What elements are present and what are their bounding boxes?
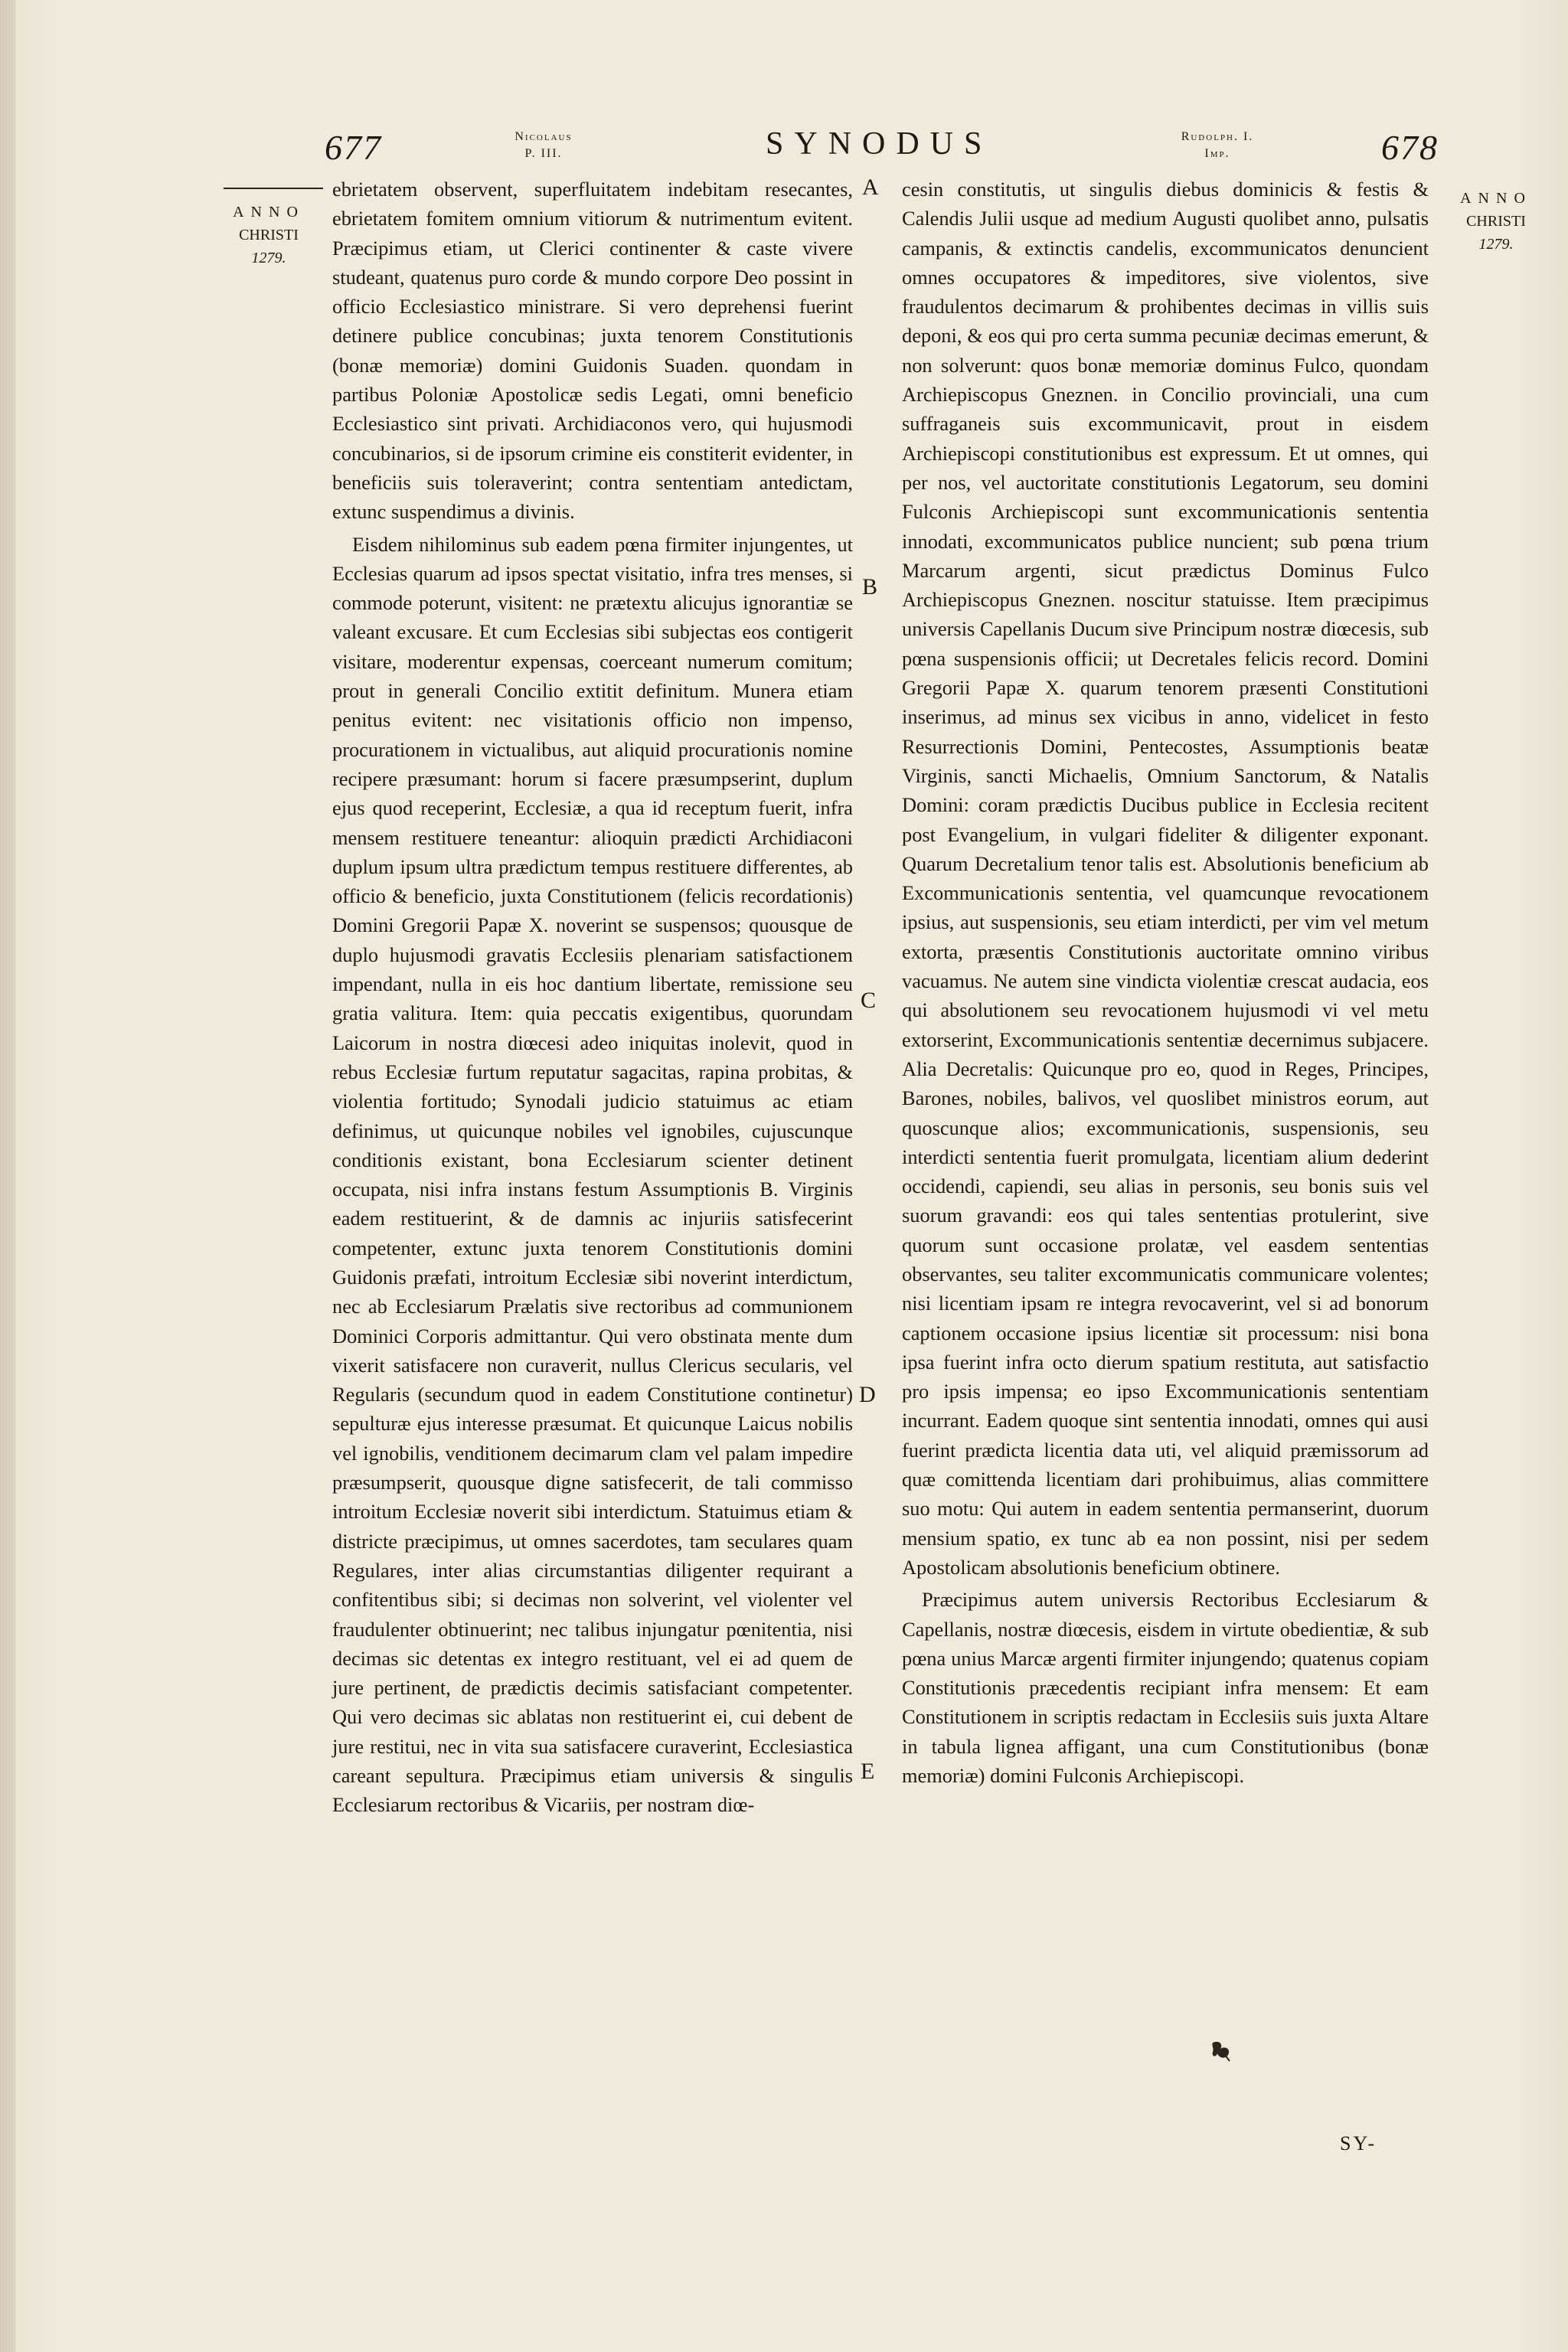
margin-letter-a: A: [862, 175, 879, 200]
margin-letter-d: D: [859, 1382, 876, 1407]
sidenote-left-word2: CHRISTI: [239, 227, 299, 243]
sidenote-left-year: 1279.: [251, 250, 286, 266]
paragraph: ebrietatem observent, superfluitatem indebitam resecantes, ebrietatem fomitem omnium vitiorum & nutrimentum evitent. Præcipimus etiam, ut Clerici continenter & caste vivere studeant, quatenus puro corde & mundo corpore Deo possint in officio Ecclesiastico ministrare. Si vero deprehensi fuerint detinere publice concubinas; juxta tenorem Constitutionis (bonæ memoriæ) domini Guidonis Suaden. quondam in partibus Poloniæ Apostolicæ sedis Legati, omni beneficio Ecclesiastico sint privati. Archidiaconos vero, qui hujusmodi concubinarios, si de ipsorum crimine eis constiterit evidenter, in beneficiis suis toleraverint; contra sententiam antedictam, extunc suspendimus a divinis.: [332, 178, 853, 524]
catchword: SY-: [1340, 2132, 1377, 2154]
paragraph: cesin constitutis, ut singulis diebus dominicis & festis & Calendis Julii usque ad medium Augusti quolibet anno, pulsatis campanis, & extinctis candelis, excommunicatos denuncient omnes occupatores & impeditores, sive violentos, sive fraudulentos decimarum & prohibentes decimas in villis suis deponi, & eos qui pro certa summa pecuniæ decimas emerunt, & non solverunt: quos bonæ memoriæ dominus Fulco, quondam Archiepiscopus Gneznen. in Concilio provinciali, una cum suffraganeis suis excommunicavit, prout in eisdem Archiepiscopi constitutionibus est expressum. Et ut omnes, qui per nos, vel auctoritate constitutionis Legatorum, seu domini Fulconis Archiepiscopi sunt excommunicationis sententia innodati, excommunicatos publice nuncient; sub pœna trium Marcarum argenti, sicut prædictus Dominus Fulco Archiepiscopus Gneznen. noscitur statuisse. Item præcipimus universis Capellanis Ducum sive Principum nostræ diœcesis, sub pœna suspensionis officii; ut Decretales felicis record. Domini Gregorii Papæ X. quarum tenorem præsenti Constitutioni inserimus, ad minus sex vicibus in anno, videlicet in festo Resurrectionis Domini, Pentecostes, Assumptionis beatæ Virginis, sancti Michaelis, Omnium Sanctorum, & Natalis Domini: coram prædictis Ducibus publice in Ecclesia recitent post Evangelium, in vulgari fideliter & diligenter exponant. Quarum Decretalium tenor talis est. Absolutionis beneficium ab Excommunicationis sententia, vel quamcunque revocationem ipsius, aut suspensionis, seu etiam interdicti, per vim vel metum extorta, præsentis Constitutionis auctoritate omnino viribus vacuamus. Ne autem sine vindicta violentiæ crescat audacia, eos qui absolutionem seu revocationem hujusmodi vi vel metu extorserint, Excommunicationis sententiæ decernimus subjacere. Alia Decretalis: Quicunque pro eo, quod in Reges, Principes, Barones, nobiles, balivos, vel quoslibet ministros eorum, aut quoscunque alios; excommunicationis, suspensionis, seu interdicti sententia fuerit promulgata, licentiam alium dederint occidendi, capiendi, seu alias in personis, seu bonis suis vel suorum gravandi: eos qui tales sententias protulerint, sive quorum sunt occasione prolatæ, vel easdem sententias observantes, seu taliter excommunicatis communicare volentes; nisi licentiam ipsam re integra revocaverint, vel si ad bonorum captionem occasione ipsius licentiæ sit processum: nisi bona ipsa fuerint infra octo dierum spatium restituta, aut satisfactio pro ipsis impensa; eo ipso Excommunicationis sententiam incurrant. Eadem quoque sint sententia innodati, omnes qui ausi fuerint prædicta licentia data uti, vel aliquid præmissorum ad quæ comittenda licentiam dari prohibuimus, alias committere suo motu: Qui autem in eadem sententia permanserint, duorum mensium spatio, ex tunc ab ea non possint, nisi per sedem Apostolicam absolutionis beneficium obtinere.: [902, 178, 1429, 1579]
running-head-right-line1: Rudolph. I.: [1181, 130, 1254, 143]
sidenote-year-left: [219, 201, 318, 270]
paragraph: Eisdem nihilominus sub eadem pœna firmiter injungentes, ut Ecclesias quarum ad ipsos spectat visitatio, infra tres menses, si commode poterunt, visitent: ne prætextu alicujus ignorantiæ se valeant excusare. Et cum Ecclesias sibi subjectas eos contigerit visitare, moderentur expensas, coerceant numerum comitum; prout in generali Concilio extitit definitum. Munera etiam penitus evitent: nec visitationis officio non impenso, procurationem in victualibus, aut aliquid procurationis nomine recipere præsumant: horum si facere præsumpserint, duplum ejus quod receperint, Ecclesiæ, a qua id receptum fuerit, infra mensem restituere teneantur: alioquin prædicti Archidiaconi duplum ipsum ultra prædictum tempus restituere differentes, ab officio & beneficio, juxta Constitutionem (felicis recordationis) Domini Gregorii Papæ X. noverint se suspensos; quousque de duplo hujusmodi gravatis Ecclesiis plenariam satisfactionem impendant, nulla in eis hoc dantium libertate, remissione seu gratia valitura. Item: quia peccatis exigentibus, quorundam Laicorum in nostra diœcesi adeo iniquitas inolevit, quod in rebus Ecclesiæ furtum reputatur sagacitas, rapina probitas, & violentia fortitudo; Synodali judicio statuimus ac etiam definimus, ut quicunque nobiles vel ignobiles, cujuscunque conditionis existant, bona Ecclesiarum scienter detinent occupata, nisi infra instans festum Assumptionis B. Virginis eadem restituerint, & de damnis ac injuriis satisfecerint competenter, extunc juxta tenorem Constitutionis domini Guidonis præfati, introitum Ecclesiæ sibi noverint interdictum, nec ab Ecclesiarum Prælatis sive rectoribus ad communionem Dominici Corporis admittantur. Qui vero obstinata mente dum vixerit satisfacere non curaverit, nullus Clericus secularis, vel Regularis (secundum quod in eadem Constitutione continetur) sepulturæ ejus interesse præsumat. Et quicunque Laicus nobilis vel ignobilis, venditionem decimarum clam vel palam impedire præsumpserit, quousque digne satisfecerit, de tali commisso introitum Ecclesiæ noverit sibi interdictum. Statuimus etiam & districte præcipimus, ut omnes sacerdotes, tam seculares quam Regulares, inter alias circumstantias diligenter requirant a confitentibus sibi; si decimas non solverint, vel violenter vel fraudulenter obtinuerint; nec talibus injungatur pœnitentia, nisi decimas sic detentas ex integro restituant, vel ei ad quem de jure pertinent, de prædictis decimis satisfaciant competenter. Qui vero decimas sic ablatas non restituerint ei, cui debent de jure restitui, nec in vita sua satisfacere curaverint, Ecclesiastica careant sepultura. Præcipimus etiam universis & singulis Ecclesiarum rectoribus & Vicariis, per nostram diœ-: [332, 532, 853, 1817]
margin-letter-e: E: [861, 1759, 875, 1784]
running-head-right: [1164, 129, 1271, 162]
running-title: SYNODUS: [766, 126, 993, 162]
margin-letter-c: C: [861, 988, 877, 1013]
paragraph: Præcipimus autem universis Rectoribus Ecclesiarum & Capellanis, nostræ diœcesis, eisdem in virtute obedientiæ, & sub pœna unius Marcæ argenti firmiter injungendo; quatenus copiam Constitutionis præcedentis recipiant infra mensem: Et eam Constitutionem in scriptis redactam in Ecclesiis suis juxta Altare in tabula lignea affigant, una cum Constitutionibus (bonæ memoriæ) domini Fulconis Archiepiscopi.: [902, 1588, 1429, 1788]
page-edge-stack: [0, 0, 15, 2352]
margin-letter-b: B: [862, 574, 878, 599]
sidenote-right-year: 1279.: [1478, 236, 1514, 253]
sidenote-right-word2: CHRISTI: [1466, 213, 1526, 230]
margin-rule: [224, 188, 323, 189]
fleuron-ornament-icon: [1208, 2037, 1236, 2064]
text-column-left: [332, 175, 853, 1820]
running-head-left: [498, 129, 590, 162]
running-head-right-line2: Imp.: [1204, 147, 1230, 160]
running-head-left-line1: Nicolaus: [514, 130, 573, 143]
page-number-left: 677: [325, 128, 382, 167]
sidenote-left-word1: ANNO: [233, 204, 305, 220]
text-column-right: [902, 175, 1429, 1790]
running-head-left-line2: P. III.: [524, 147, 563, 160]
sidenote-year-right: [1453, 187, 1539, 256]
sidenote-right-word1: ANNO: [1460, 190, 1532, 207]
page-number-right: 678: [1381, 128, 1439, 167]
